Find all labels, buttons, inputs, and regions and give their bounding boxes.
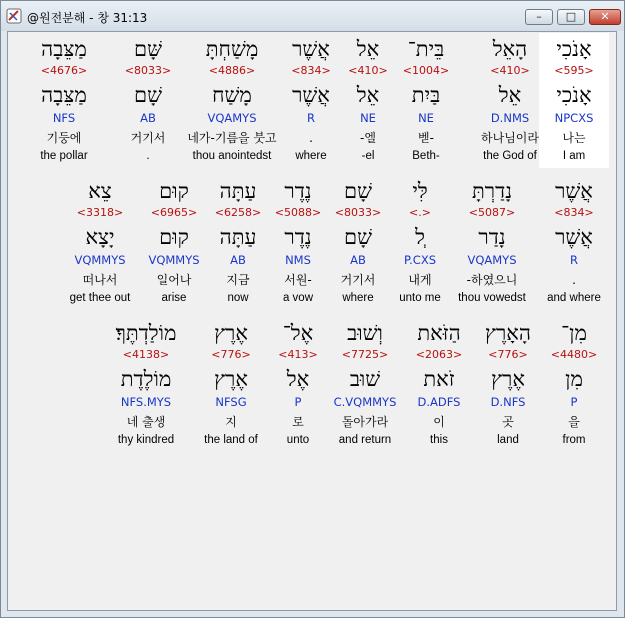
english-gloss: land: [497, 434, 519, 446]
english-gloss: and where: [547, 292, 601, 304]
hebrew-lemma: אָנֹכִי: [556, 83, 592, 107]
strong-number: <4480>: [550, 348, 598, 361]
english-gloss: I am: [562, 150, 586, 162]
hebrew-lemma: אֵל: [498, 83, 522, 107]
strong-number: <834>: [554, 206, 594, 219]
korean-gloss: .: [309, 131, 313, 145]
strong-number: <5087>: [468, 206, 516, 219]
korean-gloss: 지금: [226, 273, 250, 287]
english-gloss: thou anointedst: [192, 150, 272, 162]
strong-number: <6258>: [214, 206, 262, 219]
morph-code: R: [570, 253, 578, 267]
korean-gloss: 이: [433, 415, 445, 429]
word-column[interactable]: [539, 317, 609, 452]
morph-code: VQMMYS: [148, 253, 200, 267]
korean-gloss: 서원-: [284, 273, 312, 287]
english-gloss: and return: [338, 434, 392, 446]
title-bar[interactable]: [1, 1, 624, 31]
hebrew-lemma: קוּם: [159, 225, 189, 249]
word-column[interactable]: [113, 33, 183, 168]
hebrew-lemma: אֲשֶׁר: [555, 225, 593, 249]
hebrew-word: שָׁם: [344, 179, 372, 203]
word-column[interactable]: [330, 317, 400, 452]
english-gloss: .: [146, 150, 150, 162]
korean-gloss: -하였으니: [466, 273, 518, 287]
hebrew-word: אֶרֶץ: [214, 321, 248, 345]
word-column[interactable]: [263, 175, 333, 310]
strong-number: <4676>: [40, 64, 88, 77]
hebrew-lemma: שׁוּב: [349, 367, 381, 391]
strong-number: <410>: [348, 64, 388, 77]
english-gloss: thy kindred: [117, 434, 175, 446]
morph-code: C.VQMMYS: [333, 395, 397, 409]
korean-gloss: 돌아가라: [341, 415, 389, 429]
english-gloss: the pollar: [40, 150, 88, 162]
strong-number: <5088>: [274, 206, 322, 219]
hebrew-lemma: שָׁם: [134, 83, 162, 107]
korean-gloss: 로: [292, 415, 304, 429]
word-column[interactable]: [385, 175, 455, 310]
morph-code: D.ADFS: [417, 395, 461, 409]
morph-code: AB: [140, 111, 156, 125]
strong-number: <413>: [278, 348, 318, 361]
strong-number: <8033>: [124, 64, 172, 77]
interlinear-panel[interactable]: [7, 31, 617, 611]
morph-code: AB: [230, 253, 246, 267]
strong-number: <.>: [409, 206, 431, 219]
hebrew-lemma: מָשַׁח: [212, 83, 252, 107]
window-title: @원전분해 - 창 31:13: [27, 11, 148, 25]
morph-code: P.CXS: [403, 253, 436, 267]
hebrew-lemma: מַצֵּבָה: [41, 83, 87, 107]
minimize-icon: –: [536, 10, 542, 23]
hebrew-lemma: אֶרֶץ: [214, 367, 248, 391]
korean-gloss: 지: [225, 415, 237, 429]
korean-gloss: 기둥에: [46, 131, 82, 145]
minimize-button[interactable]: [525, 9, 553, 25]
hebrew-lemma: אֶרֶץ: [491, 367, 525, 391]
hebrew-word: וְשׁוּב: [347, 321, 383, 345]
hebrew-word: מַצֵּבָה: [41, 37, 87, 61]
english-gloss: where: [342, 292, 374, 304]
english-gloss: the land of: [204, 434, 258, 446]
korean-gloss: 하나님이라: [481, 131, 539, 145]
strong-number: <2063>: [415, 348, 463, 361]
korean-gloss: 떠나서: [82, 273, 118, 287]
word-column[interactable]: [203, 175, 273, 310]
word-column[interactable]: [111, 317, 181, 452]
morph-code: P: [294, 395, 302, 409]
word-column[interactable]: [276, 33, 346, 168]
english-gloss: get thee out: [69, 292, 131, 304]
maximize-button[interactable]: [557, 9, 585, 25]
morph-code: NMS: [285, 253, 311, 267]
hebrew-lemma: ְל: [415, 225, 425, 249]
english-gloss: a vow: [282, 292, 314, 304]
hebrew-word: בֵּית־: [407, 37, 445, 61]
korean-gloss: 벧-: [418, 131, 434, 145]
hebrew-lemma: אֵל: [356, 83, 380, 107]
hebrew-lemma: נֶדֶר: [284, 225, 312, 249]
hebrew-lemma: בַּיִת: [411, 83, 441, 107]
word-column[interactable]: [457, 175, 527, 310]
morph-code: R: [307, 111, 315, 125]
english-gloss: now: [227, 292, 249, 304]
strong-number: <595>: [554, 64, 594, 77]
morph-code: D.NFS: [490, 395, 526, 409]
word-column[interactable]: [323, 175, 393, 310]
word-column[interactable]: [196, 317, 266, 452]
hebrew-word: מָשַׁחְתָּ: [205, 37, 259, 61]
hebrew-lemma: אֲשֶׁר: [292, 83, 330, 107]
word-column[interactable]: [473, 317, 543, 452]
hebrew-lemma: שָׁם: [344, 225, 372, 249]
hebrew-word: הַזֹּאת: [417, 321, 461, 345]
strong-number: <3318>: [76, 206, 124, 219]
strong-number: <8033>: [334, 206, 382, 219]
strong-number: <4138>: [122, 348, 170, 361]
morph-code: NFSG: [215, 395, 247, 409]
close-button[interactable]: [589, 9, 621, 25]
hebrew-lemma: מוֹלֶדֶת: [120, 367, 172, 391]
word-column[interactable]: [475, 33, 545, 168]
english-gloss: where: [295, 150, 327, 162]
word-column[interactable]: [187, 33, 277, 168]
hebrew-lemma: נָדַר: [478, 225, 506, 249]
hebrew-word: נֶדֶר: [284, 179, 312, 203]
maximize-icon: □: [565, 10, 577, 23]
korean-gloss: 거기서: [340, 273, 376, 287]
hebrew-word: הָאָרֶץ: [485, 321, 531, 345]
word-column[interactable]: [539, 175, 609, 310]
english-gloss: Beth-: [412, 150, 440, 162]
hebrew-word: מִן־: [561, 321, 587, 345]
korean-gloss: -엘: [360, 131, 376, 145]
morph-code: NFS.MYS: [120, 395, 172, 409]
strong-number: <834>: [291, 64, 331, 77]
hebrew-word: לִּי: [412, 179, 428, 203]
hebrew-word: אֲשֶׁר: [555, 179, 593, 203]
hebrew-word: אֲשֶׁר: [292, 37, 330, 61]
english-gloss: unto: [286, 434, 310, 446]
english-gloss: arise: [161, 292, 187, 304]
morph-code: NFS: [52, 111, 76, 125]
morph-code: NE: [418, 111, 434, 125]
hebrew-word: שָּׁם: [134, 37, 162, 61]
word-column[interactable]: [139, 175, 209, 310]
word-column[interactable]: [404, 317, 474, 452]
morph-code: NE: [360, 111, 376, 125]
strong-number: <4886>: [208, 64, 256, 77]
korean-gloss: .: [572, 273, 576, 287]
morph-code: VQAMYS: [467, 253, 517, 267]
strong-number: <7725>: [341, 348, 389, 361]
word-column[interactable]: [263, 317, 333, 452]
word-column[interactable]: [29, 33, 99, 168]
english-gloss: unto me: [399, 292, 441, 304]
word-column-selected[interactable]: [539, 33, 609, 168]
korean-gloss: 곳: [502, 415, 514, 429]
word-column[interactable]: [65, 175, 135, 310]
english-gloss: -el: [361, 150, 375, 162]
strong-number: <1004>: [402, 64, 450, 77]
morph-code: NPCXS: [554, 111, 594, 125]
strong-number: <6965>: [150, 206, 198, 219]
morph-code: AB: [350, 253, 366, 267]
hebrew-word: אֵל: [356, 37, 380, 61]
close-icon: ✕: [600, 10, 610, 23]
morph-code: P: [570, 395, 578, 409]
morph-code: D.NMS: [490, 111, 530, 125]
hebrew-word: צֵא: [88, 179, 112, 203]
korean-gloss: 나는: [562, 131, 586, 145]
strong-number: <776>: [211, 348, 251, 361]
strong-number: <776>: [488, 348, 528, 361]
english-gloss: from: [562, 434, 586, 446]
hebrew-lemma: עַתָּה: [219, 225, 257, 249]
english-gloss: the God of: [483, 150, 537, 162]
morph-code: VQMMYS: [74, 253, 126, 267]
korean-gloss: 네가-기름을 붓고: [187, 131, 277, 145]
hebrew-word: אֶל־: [282, 321, 314, 345]
hebrew-word: הָאֵל: [492, 37, 528, 61]
korean-gloss: 네 출생: [126, 415, 166, 429]
hebrew-lemma: מִן: [565, 367, 583, 391]
english-gloss: this: [430, 434, 448, 446]
hebrew-lemma: זֹאת: [423, 367, 455, 391]
app-logo-icon[interactable]: [6, 8, 22, 24]
korean-gloss: 일어나: [156, 273, 192, 287]
hebrew-word: קוּם: [159, 179, 189, 203]
korean-gloss: 내게: [408, 273, 432, 287]
hebrew-word: מוֹלַדְתֶּךָ׃: [115, 321, 177, 345]
hebrew-lemma: יָצָא: [85, 225, 115, 249]
hebrew-lemma: אֶל: [286, 367, 310, 391]
hebrew-word: אָנֹכִי: [556, 37, 592, 61]
hebrew-word: נָדַרְתָּ: [471, 179, 513, 203]
morph-code: VQAMYS: [207, 111, 257, 125]
hebrew-word: עַתָּה: [219, 179, 257, 203]
english-gloss: thou vowedst: [458, 292, 526, 304]
korean-gloss: 거기서: [130, 131, 166, 145]
strong-number: <410>: [490, 64, 530, 77]
korean-gloss: 을: [568, 415, 580, 429]
